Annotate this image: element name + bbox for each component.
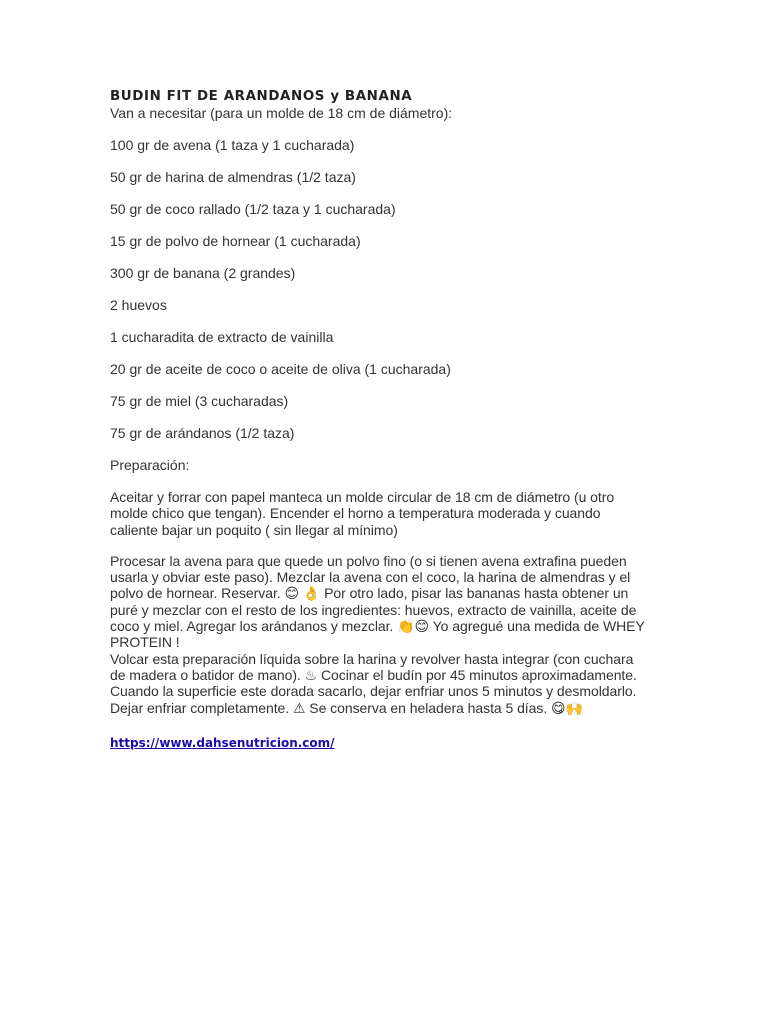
website-link[interactable]: https://www.dahsenutricion.com/	[110, 735, 335, 750]
ingredient-item: 20 gr de aceite de coco o aceite de oliva (1 cucharada)	[110, 361, 451, 377]
ingredient-item: 1 cucharadita de extracto de vainilla	[110, 329, 334, 345]
ingredient-item: 75 gr de arándanos (1/2 taza)	[110, 425, 295, 441]
preparation-step-2: Procesar la avena para que quede un polvo fino (o si tienen avena extrafina pueden usarla y obviar este paso). Mezclar la avena con el coco, la harina de almendras y el polvo de hornear. Reservar. 😊 👌 Por otro lado, pisar las bananas hasta obtener un puré y mezclar con el resto de los ingredientes: huevos, extracto de vainilla, aceite de coco y miel. Agregar los arándanos y mezclar. 👏😊 Yo agregué una medida de WHEY PROTEIN !	[110, 552, 645, 651]
document-content	[110, 88, 650, 750]
ingredient-item: 300 gr de banana (2 grandes)	[110, 265, 296, 281]
ingredient-item: 15 gr de polvo de hornear (1 cucharada)	[110, 233, 361, 249]
preparation-heading: Preparación:	[110, 457, 190, 473]
recipe-subtitle: Van a necesitar (para un molde de 18 cm de diámetro):	[110, 105, 453, 121]
preparation-step-1: Aceitar y forrar con papel manteca un molde circular de 18 cm de diámetro (u otro molde chico que tengan). Encender el horno a temperatura moderada y cuando caliente bajar un poquito ( sin llegar al mínimo)	[110, 489, 615, 538]
recipe-title: BUDIN FIT DE ARANDANOS y BANANA	[110, 89, 413, 104]
ingredient-item: 2 huevos	[110, 297, 167, 313]
ingredient-item: 50 gr de harina de almendras (1/2 taza)	[110, 169, 356, 185]
preparation-step-3: Volcar esta preparación líquida sobre la harina y revolver hasta integrar (con cuchara de madera o batidor de mano). ♨ Cocinar el budín por 45 minutos aproximadamente. Cuando la superficie este dorada sacarlo, dejar enfriar unos 5 minutos y desmoldarlo. Dejar enfriar completamente. ⚠ Se conserva en heladera hasta 5 días. 😋🙌	[110, 650, 637, 716]
ingredient-list	[110, 137, 650, 442]
ingredient-item: 75 gr de miel (3 cucharadas)	[110, 393, 289, 409]
ingredient-item: 100 gr de avena (1 taza y 1 cucharada)	[110, 137, 355, 153]
ingredient-item: 50 gr de coco rallado (1/2 taza y 1 cucharada)	[110, 201, 396, 217]
